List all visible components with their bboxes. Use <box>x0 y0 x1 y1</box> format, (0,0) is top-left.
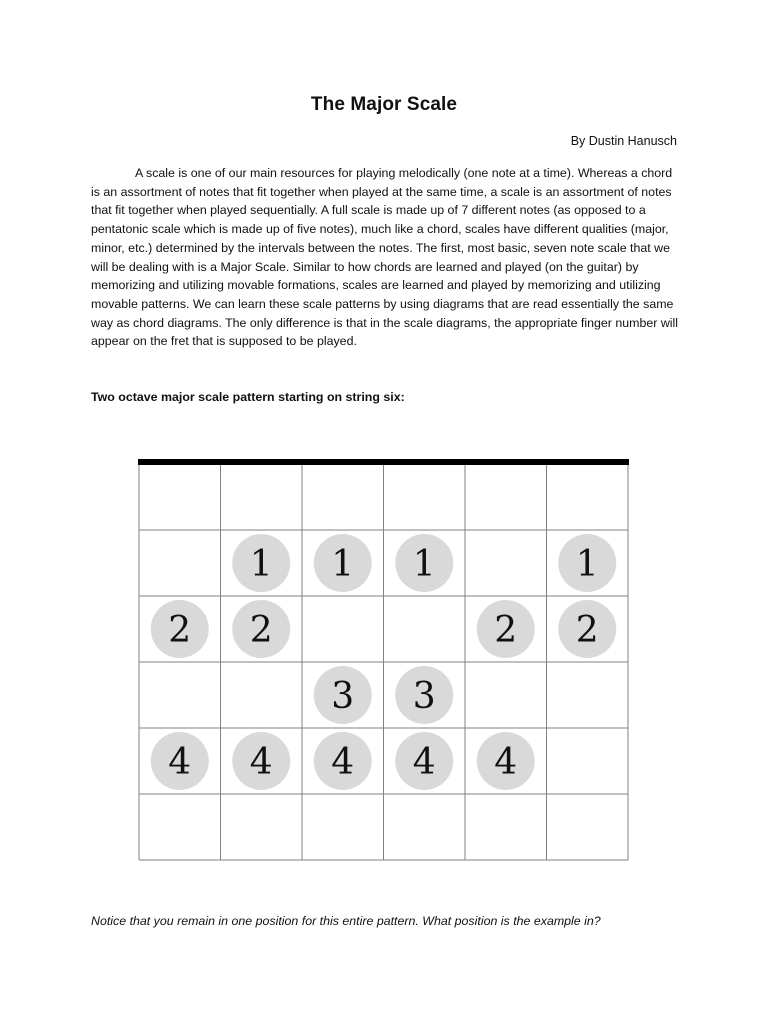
finger-number: 4 <box>168 742 192 783</box>
finger-number: 2 <box>168 610 192 651</box>
finger-number: 1 <box>249 544 273 585</box>
finger-number: 2 <box>575 610 599 651</box>
diagram-caption: Notice that you remain in one position for this entire pattern. What position is the example in? <box>91 914 601 928</box>
intro-text: A scale is one of our main resources for playing melodically (one note at a time). Whereas a chord is an assortment of notes that fit together when played at the same time, a scale is an assortment of notes that fit together when played sequentially. A full scale is made up of 7 different notes (as opposed to a pentatonic scale which is made up of five notes), much like a chord, scales have different qualities (major, minor, etc.) determined by the intervals between the notes. The first, most basic, seven note scale that we will be dealing with is a Major Scale. Similar to how chords are learned and played (on the guitar) by memorizing and utilizing movable formations, scales are learned and played by memorizing and utilizing movable patterns. We can learn these scale patterns by using diagrams that are read essentially the same way as chord diagrams. The only difference is that in the scale diagrams, the appropriate finger number will appear on the fret that is supposed to be played. <box>91 166 679 349</box>
page-title: The Major Scale <box>310 94 458 115</box>
finger-number: 1 <box>331 544 355 585</box>
finger-number: 4 <box>412 742 436 783</box>
finger-number: 4 <box>331 742 355 783</box>
author-byline: By Dustin Hanusch <box>570 134 677 148</box>
finger-number: 4 <box>249 742 273 783</box>
finger-number: 2 <box>494 610 518 651</box>
finger-number: 1 <box>412 544 436 585</box>
finger-number: 3 <box>412 676 436 717</box>
finger-number: 1 <box>575 544 599 585</box>
finger-number: 2 <box>249 610 273 651</box>
nut-bar <box>138 459 629 465</box>
finger-number: 4 <box>494 742 518 783</box>
diagram-heading: Two octave major scale pattern starting on string six: <box>91 390 405 404</box>
finger-number: 3 <box>331 676 355 717</box>
